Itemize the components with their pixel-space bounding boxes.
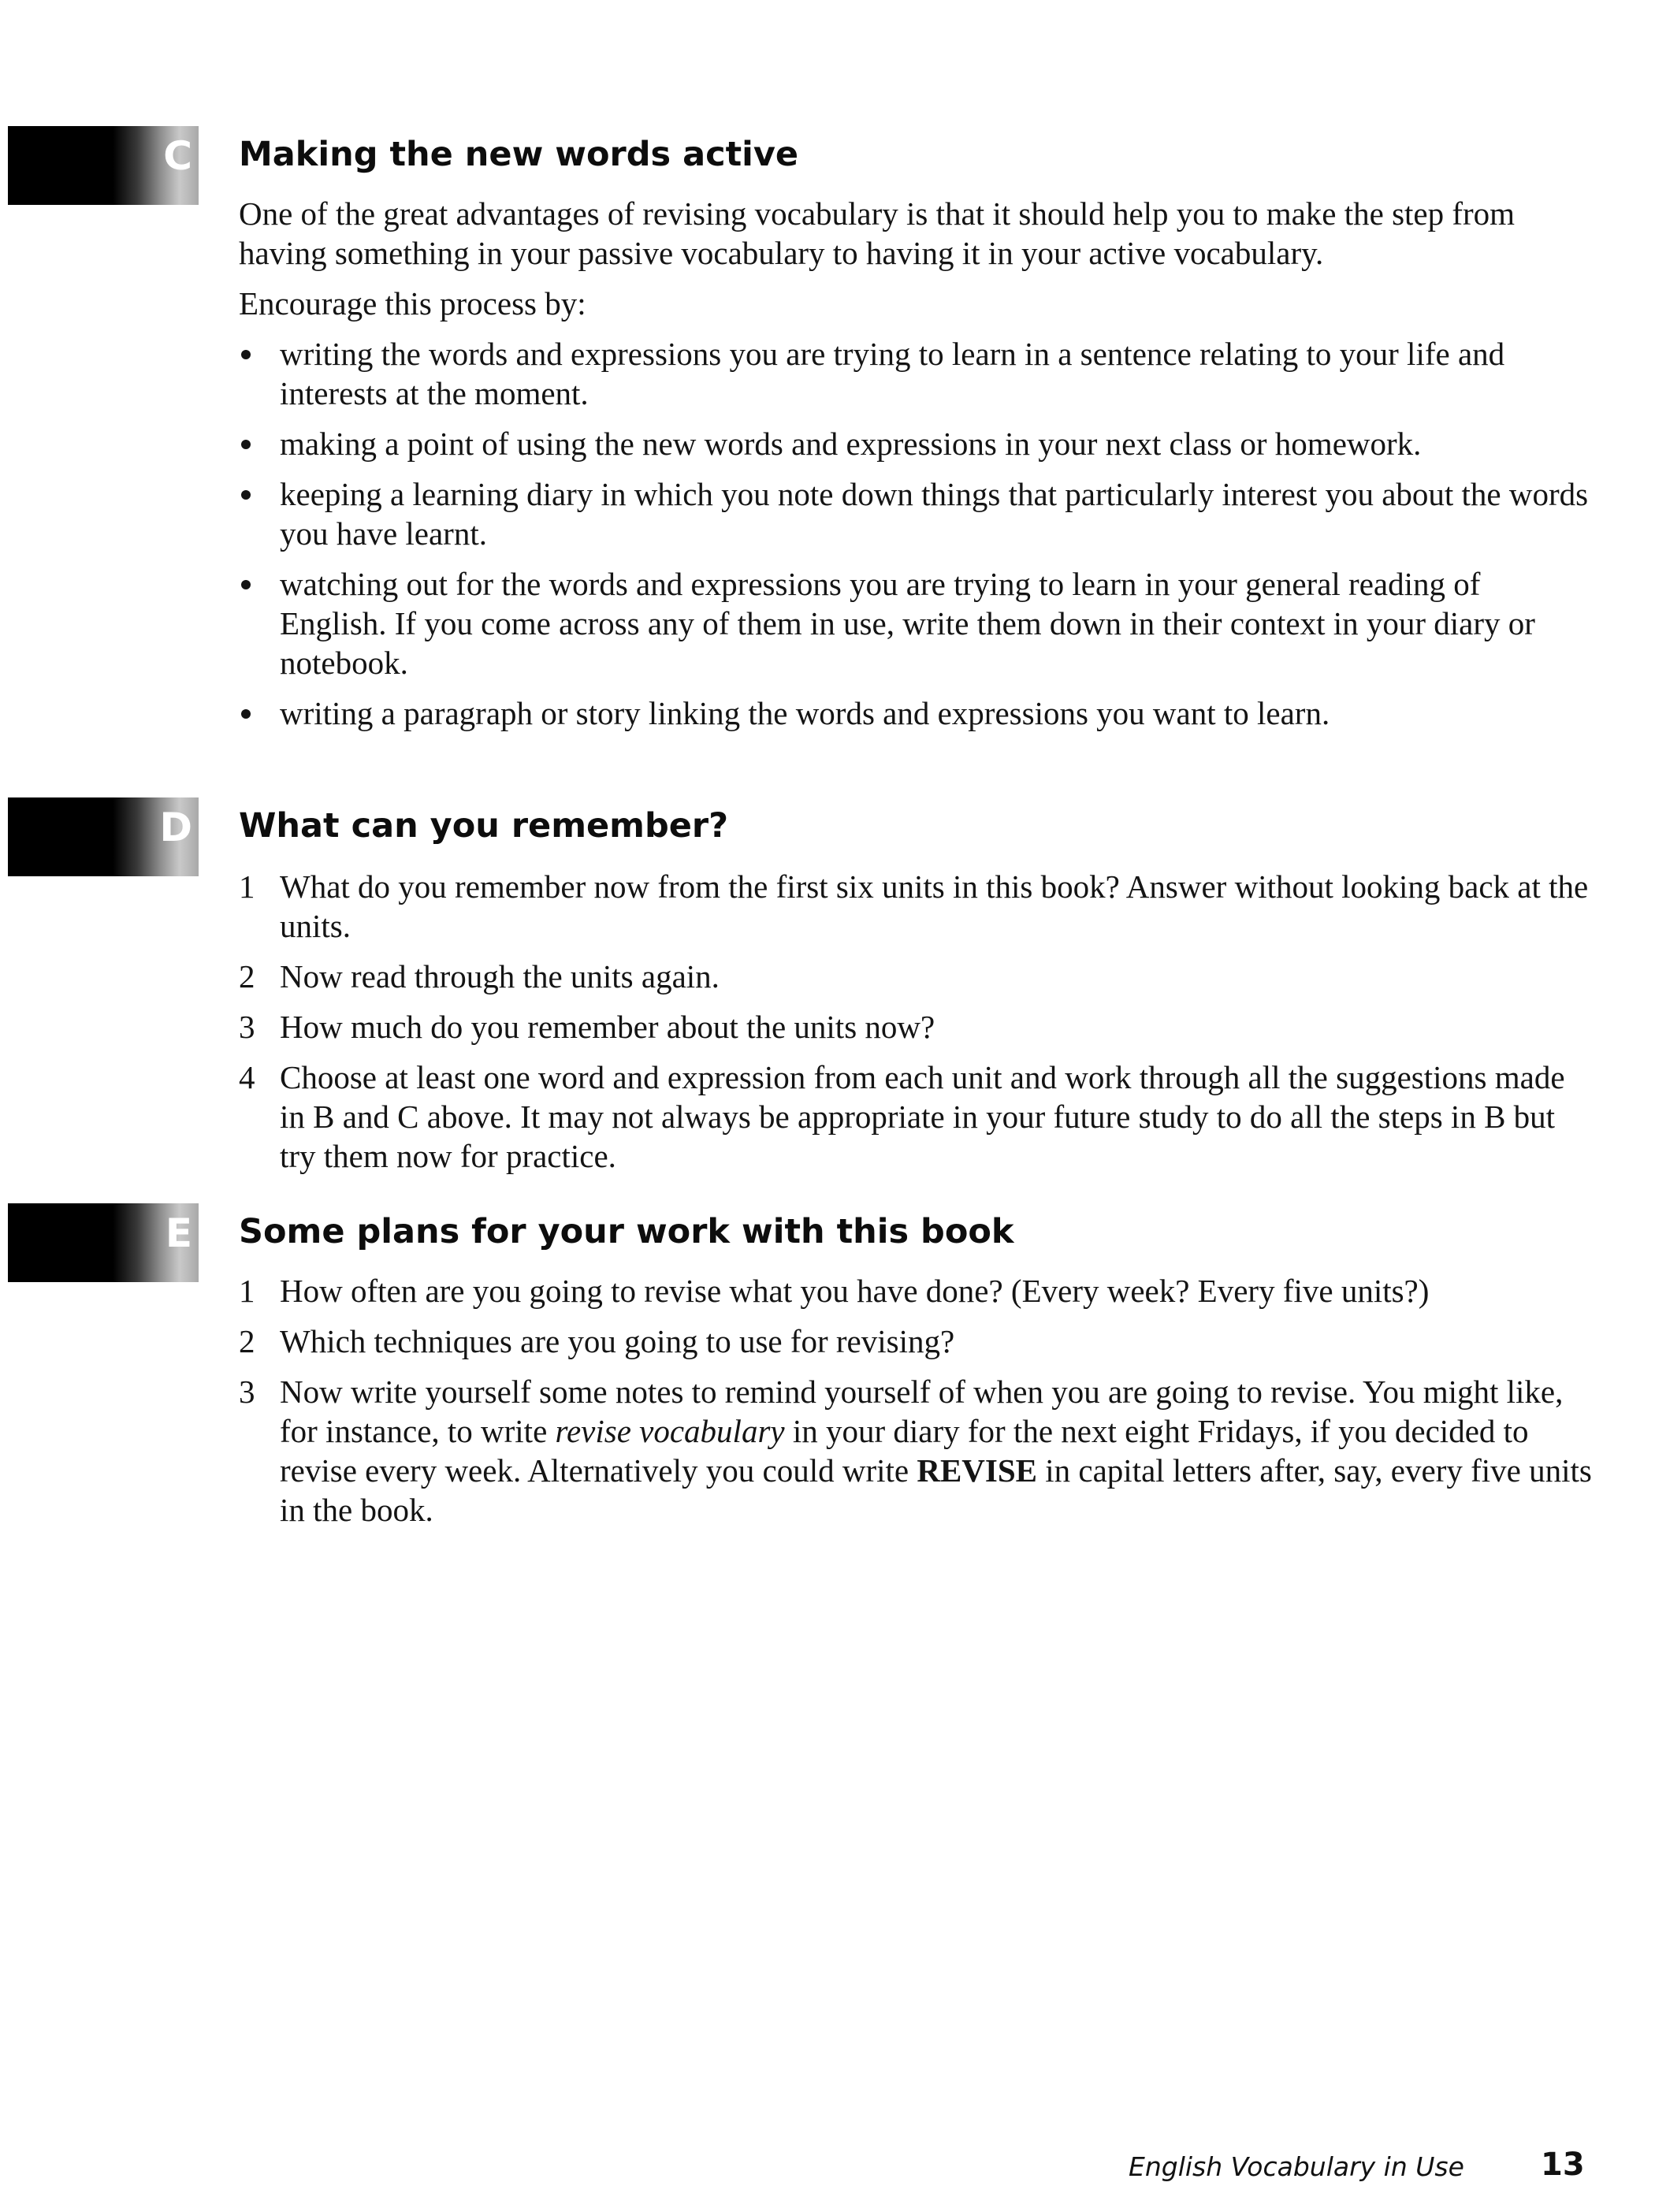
bold-term: REVISE xyxy=(917,1452,1038,1489)
bullet-text: writing a paragraph or story linking the words and expressions you want to learn. xyxy=(280,695,1330,731)
italic-term: revise vocabulary xyxy=(555,1413,785,1449)
item-text: Choose at least one word and expression from each unit and work through all the suggestions made in B and C above. It may not always be appropriate in your future study to do all the steps in B but try them now for practice. xyxy=(280,1059,1565,1174)
section-heading: What can you remember? xyxy=(239,806,729,846)
item-text-part: in capital letters after, say, every five units in the book. xyxy=(280,1452,1592,1528)
bullet-item xyxy=(239,693,1594,733)
numbered-item xyxy=(239,1322,1594,1361)
section-tab-c xyxy=(8,126,199,205)
numbered-item xyxy=(239,957,1594,996)
paragraph: One of the great advantages of revising vocabulary is that it should help you to make the step from having something in your passive vocabulary to having it in your active vocabulary. xyxy=(239,195,1516,271)
item-number: 3 xyxy=(239,1374,255,1410)
section-tab-d xyxy=(8,797,199,876)
bullet-icon xyxy=(241,709,251,719)
item-text-part: in your diary for the next eight Fridays, if you decided to revise every week. Alternatively you could write xyxy=(280,1413,1529,1489)
bullet-text: keeping a learning diary in which you note down things that particularly interest you about the words you have learnt. xyxy=(280,476,1589,552)
footer-book-title: English Vocabulary in Use xyxy=(1129,2151,1464,2182)
bullet-icon xyxy=(241,580,251,589)
paragraph: Encourage this process by: xyxy=(239,285,586,322)
section-heading: Some plans for your work with this book xyxy=(239,1212,1014,1251)
section-letter: C xyxy=(163,133,192,179)
bullet-item xyxy=(239,424,1594,463)
bullet-text: writing the words and expressions you are trying to learn in a sentence relating to your life and interests at the moment. xyxy=(280,336,1505,411)
numbered-item xyxy=(239,1372,1594,1530)
section-tab-e xyxy=(8,1203,199,1282)
item-number: 4 xyxy=(239,1059,255,1095)
item-text xyxy=(280,1374,1592,1528)
bullet-item xyxy=(239,564,1594,682)
item-number: 2 xyxy=(239,1323,255,1359)
page-number: 13 xyxy=(1541,2147,1585,2183)
section-body xyxy=(239,194,1594,744)
bullet-item xyxy=(239,474,1594,553)
item-number: 3 xyxy=(239,1009,255,1045)
section-letter: E xyxy=(165,1210,192,1256)
item-text-part: Now write yourself some notes to remind yourself of when you are going to revise. You might like, for instance, to write xyxy=(280,1374,1564,1449)
item-text: Now read through the units again. xyxy=(280,958,720,994)
bullet-icon xyxy=(241,490,251,500)
item-text: How much do you remember about the units now? xyxy=(280,1009,935,1045)
numbered-item xyxy=(239,1271,1594,1310)
section-body xyxy=(239,867,1594,1187)
item-text: How often are you going to revise what you have done? (Every week? Every five units?) xyxy=(280,1273,1430,1309)
item-text: What do you remember now from the first six units in this book? Answer without looking back at the units. xyxy=(280,868,1589,944)
section-heading: Making the new words active xyxy=(239,135,799,174)
section-letter: D xyxy=(159,805,192,850)
item-text: Which techniques are you going to use for revising? xyxy=(280,1323,955,1359)
bullet-item xyxy=(239,334,1594,413)
bullet-text: watching out for the words and expressions you are trying to learn in your general reading of English. If you come across any of them in use, write them down in their context in your diary or notebook. xyxy=(280,566,1535,681)
numbered-item xyxy=(239,1058,1594,1176)
item-number: 1 xyxy=(239,1273,255,1309)
section-body xyxy=(239,1271,1594,1541)
numbered-item xyxy=(239,1007,1594,1047)
item-number: 1 xyxy=(239,868,255,905)
numbered-item xyxy=(239,867,1594,946)
bullet-text: making a point of using the new words and expressions in your next class or homework. xyxy=(280,426,1422,462)
bullet-icon xyxy=(241,440,251,449)
bullet-icon xyxy=(241,350,251,359)
item-number: 2 xyxy=(239,958,255,994)
